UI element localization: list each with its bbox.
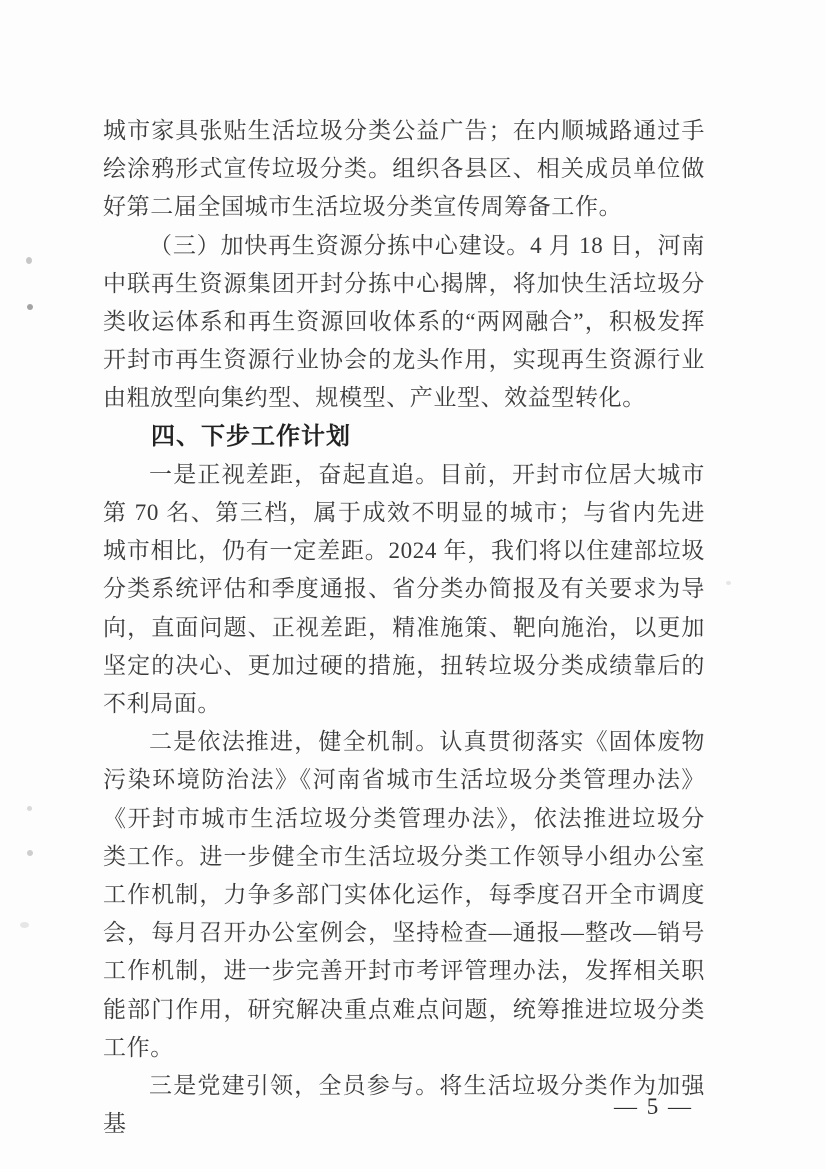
- paragraph-continuation: 城市家具张贴生活垃圾分类公益广告；在内顺城路通过手绘涂鸦形式宣传垃圾分类。组织各县区、相关成员单位做好第二届全国城市生活垃圾分类宣传周筹备工作。: [103, 118, 705, 220]
- page-number: — 5 —: [614, 1094, 693, 1119]
- paragraph-section-three: （三）加快再生资源分拣中心建设。4 月 18 日，河南中联再生资源集团开封分拣中心揭牌，将加快生活垃圾分类收运体系和再生资源回收体系的“两网融合”，积极发挥开封市再生资源行业协会的龙头作用，实现再生资源行业由粗放型向集约型、规模型、产业型、效益型转化。: [103, 232, 705, 411]
- paragraph-point-two: 二是依法推进，健全机制。认真贯彻落实《固体废物污染环境防治法》《河南省城市生活垃圾分类管理办法》《开封市城市生活垃圾分类管理办法》，依法推进垃圾分类工作。进一步健全市生活垃圾分类工作领导小组办公室工作机制，力争多部门实体化运作，每季度召开全市调度会，每月召开办公室例会，坚持检查—通报—整改—销号工作机制，进一步完善开封市考评管理办法，发挥相关职能部门作用，研究解决重点难点问题，统筹推进垃圾分类工作。: [103, 729, 705, 1060]
- scan-artifact: [26, 257, 32, 264]
- scan-artifact: [27, 304, 33, 310]
- scan-artifact: [27, 850, 33, 856]
- paragraph-point-three: 三是党建引领，全员参与。将生活垃圾分类作为加强基: [103, 1073, 705, 1137]
- scan-artifact: [20, 922, 29, 928]
- document-body: [103, 112, 705, 1143]
- scan-artifact: [27, 806, 32, 811]
- section-heading: 四、下步工作计划: [151, 422, 351, 450]
- paragraph-point-one: 一是正视差距，奋起直追。目前，开封市位居大城市第 70 名、第三档，属于成效不明显的城市；与省内先进城市相比，仍有一定差距。2024 年，我们将以住建部垃圾分类系统评估和季度通报、省分类办简报及有关要求为导向，直面问题、正视差距，精准施策、靶向施治，以更加坚定的决心、更加过硬的措施，扭转垃圾分类成绩靠后的不利局面。: [103, 461, 705, 717]
- scan-artifact: [726, 581, 731, 585]
